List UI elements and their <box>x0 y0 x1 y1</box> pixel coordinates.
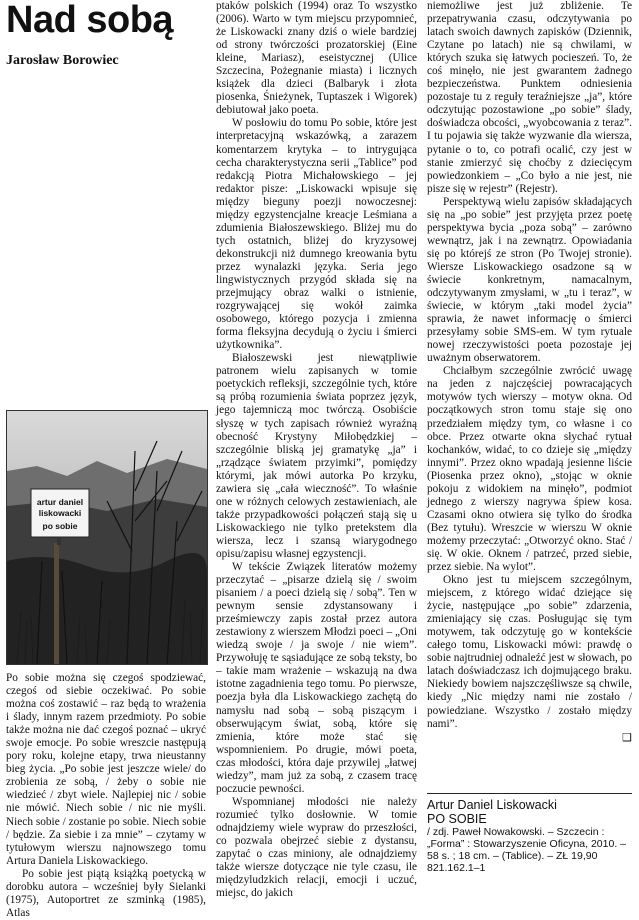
sign-board <box>31 489 89 537</box>
paragraph: Chciałbym szczególnie zwrócić uwagę na jeden z najczęściej powracających motywów tych wierszy – motyw okna. Od początkowych stron tomu staje się ono przedziałem między tym, co własne i co obce. Przez otwarte okna słychać rytuał kochanków, widać, to co dzieje się „między innymi”. Przez okno wpadają jesienne liście (Piosenka przez okno), „stojąc w oknie pokoju z widokiem na minęło”, podmiot jednego z wierszy nagrywa śpiew kosa. Czasami okno otwiera się tylko do środka (Bez tytułu). Wreszcie w wierszu W oknie możemy przeczytać: „Otworzyć okno. Stać / się. W okie. Oknem / patrzeć, przed siebie, przez siebie. Na wylot”. <box>427 365 632 574</box>
sign-line-1: artur daniel <box>36 497 84 507</box>
paragraph: Wspomnianej młodości nie należy rozumieć tylko dosłownie. W tomie odnajdziemy wiele wypraw do przeszłości, co pozwala obejrzeć siebie z dystansu, zapytać o czas miniony, ale odnajdziemy także wiersze dotyczące nie tyle czasu, ile międzyludzkich relacji, emocji i uczuć, miejsc, do jakich <box>216 795 417 900</box>
paragraph: Po sobie jest piątą książką poetycką w dorobku autora – wcześniej były Sielanki (1975), Autoportret ze szminką (1985), Atlas <box>6 867 206 919</box>
paragraph: W tekście Związek literatów możemy przeczytać – „pisarze dzielą się / swoim pisaniem / a poeci dzielą się / sobą”. Ten w pewnym sensie zdystansowany i prześmiewczy zapis został przez autora zestawiony z wierszem Młodzi poeci – „Oni wiedzą swoje / ja swoje / nie wiem”. Przywołuję te sąsiadujące ze sobą teksty, bo – takie mam wrażenie – wskazują na dwa istotne zagadnienia tego tomu. Po pierwsze, poezja była dla Liskowackiego zachętą do namysłu nad sobą – sobą piszącym i obserwującym świat, sobą, które się zmienia, które może stać się wspomnieniem. Po drugie, mówi poeta, czas młodości, która daje przywilej „łatwej wiedzy”, mam już za sobą, z czasem tracę poczucie pewności. <box>216 561 417 795</box>
paragraph: W posłowiu do tomu Po sobie, które jest interpretacyjną wskazówką, a zarazem komentarzem krytyka – to intrygująca cecha charakterystyczna serii „Tablice” pod redakcją Piotra Michałowskiego – jej redaktor pisze: „Liskowacki wpisuje się między bieguny poezji nowoczesnej: między egzystencjalne kreacje Leśmiana a zdumienia Białoszewskiego. Bliżej mu do tych ostatnich, bliżej do kryzysowej dekonstrukcji niż dumnego kreowania bytu przez wynalazki języka. Seria jego lingwistycznych przygód składa się na przejmujący obraz walki o istnienie, rozgrywającej się wokół zaimka osobowego, którego pozycja i zmienna forma fleksyjna decydują o życiu i śmierci użytkownika”. <box>216 117 417 352</box>
book-author: Artur Daniel Liskowacki <box>427 798 557 812</box>
paragraph: Perspektywą wielu zapisów składających się na „po sobie” jest przyjęta przez poetę perspektywa bycia „poza sobą” – zarówno wewnątrz, jak i na zewnątrz. Opowiadania się po którejś ze stron (Po Twojej stronie). Wiersze Liskowackiego osadzone są w świecie konkretnym, namacalnym, odczytywanym zmysłami, w „tu i teraz”, w świecie, w którym „taki model życia” sprawia, że nawet informację o śmierci przesyłamy sobie SMS-em. W tym rytuale nowej rzeczywistości poeta pozostaje jej uważnym obserwatorem. <box>427 195 632 365</box>
paragraph: Po sobie można się czegoś spodziewać, czegoś od siebie oczekiwać. Po sobie można coś zostawić – raz będą to wrażenia i ślady, innym razem przedmioty. Po sobie także można nie dać czegoś poznać – ukryć swoje emocje. Po sobie wreszcie następują pory roku, kolejne etapy, trwa nieustanny bieg życia. „Po sobie jest jeszcze wiele/ do zrobienia ze sobą, / żeby o sobie nie wiedzieć / zbyt wiele. Najlepiej nic / sobie nie mówić. Niech sobie / nic nie myśli. Niech sobie / zostanie po sobie. Niech sobie / będzie. Za siebie i za mnie” – czytamy w tytułowym wierszu najnowszego tomu Artura Daniela Liskowackiego. <box>6 672 206 867</box>
column-2 <box>216 0 417 900</box>
end-mark-icon: ❑ <box>622 730 632 744</box>
book-photo <box>6 410 208 665</box>
article-author: Jarosław Borowiec <box>6 53 119 68</box>
book-title: PO SOBIE <box>427 812 487 826</box>
book-classification: 821.162.1–1 <box>427 862 486 874</box>
photo-illustration <box>7 411 207 664</box>
article-title: Nad sobą <box>6 0 174 41</box>
sign-line-3: po sobie <box>42 521 78 531</box>
book-details: / zdj. Paweł Nowakowski. – Szczecin : „Forma” : Stowarzyszenie Oficyna, 2010. – 58 s. ; 18 cm. – (Tablice). – ZŁ 19,90 <box>427 826 626 862</box>
paragraph: ptaków polskich (1994) oraz To wszystko (2006). Warto w tym miejscu przypomnieć, że Liskowacki znany dziś o wiele bardziej od strony twórczości prozatorskiej (Eine kleine, Mariasz), eseistycznej (Ulice Szczecina, Pożegnanie miasta) i licznych książek dla dzieci (Balbaryk i złota piosenka, Śnieżynek, Tuptaszek i Wigorek) debiutował jako poeta. <box>216 0 417 117</box>
column-1-text <box>6 672 206 920</box>
paragraph: Okno jest tu miejscem szczególnym, miejscem, z którego widać dziejące się życie, następujące „po sobie” zdarzenia, zmieniający się czas. Posługując się tym motywem, tak odczytuję go w kontekście całego tomu, Liskowacki mówi: prawdę o sobie najtrudniej odnaleźć jest w słowach, po latach doświadczasz ich dojmującego braku. Niekiedy bowiem najszczęśliwsze są chwile, kiedy „Nic między nami nie zostało / powiedziane. Wszystko / zostało między nami”. <box>427 574 632 730</box>
column-1 <box>6 0 206 67</box>
paragraph: niemożliwe jest już zbliżenie. Te przepatrywania czasu, odczytywania po latach swoich dawnych zapisków (Dziennik, Czytane po latach) nie są chwilami, w których szuka się łatwych pocieszeń. To, że coś minęło, nie jest gwarantem żadnego bezpieczeństwa. Punktem odniesienia pozostaje tu z reguły teraźniejsze „ja”, które odczytując pozostawione „po sobie” ślady, doświadcza obcości, „wyobcowania z teraz”. I tu pojawia się także wyzwanie dla wiersza, pytanie o to, co potrafi ocalić, czy jest w stanie zmierzyć się choćby z dziecięcym powiedzonkiem – „Co było a nie jest, nie pisze się w rejestr” (Rejestr). <box>427 0 632 195</box>
book-info <box>427 793 632 874</box>
divider <box>427 793 632 794</box>
paragraph: Białoszewski jest niewątpliwie patronem wielu zapisanych w tomie poetyckich refleksji, szczególnie tych, które są próbą rozumienia świata poprzez język, jego tajemniczą moc twórczą. Osobiście słyszę w tych zapisach również wyraźną obecność Krystyny Miłobędzkiej – szczególnie bliską jej gramatykę „ja” i „rządzące światem przyimki”, pomiędzy którymi, jak mówi autorka Po krzyku, zawiera się „cała wieczność”. To właśnie one w różnych celowych zestawieniach, ale także przypadkowości połączeń stają się u Liskowackiego nie tylko pretekstem dla wiersza, lecz i szansą wiarygodnego opisu/zapisu własnej egzystencji. <box>216 352 417 560</box>
column-3 <box>427 0 632 744</box>
sign-line-2: liskowacki <box>38 508 82 518</box>
